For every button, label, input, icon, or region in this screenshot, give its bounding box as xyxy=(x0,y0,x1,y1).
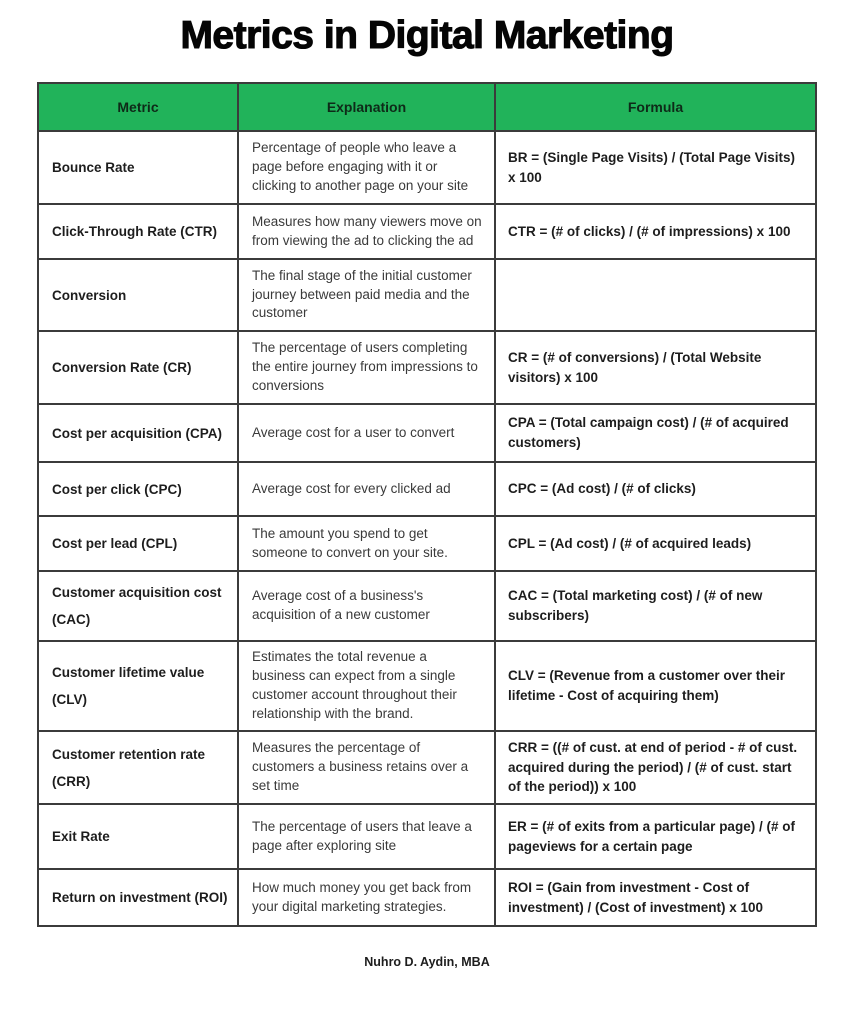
table-row xyxy=(38,804,816,869)
formula-cell: CAC = (Total marketing cost) / (# of new subscribers) xyxy=(495,571,816,641)
table-row xyxy=(38,259,816,331)
table-row xyxy=(38,731,816,804)
metric-cell: Conversion xyxy=(38,259,238,331)
explanation-cell: Measures how many viewers move on from viewing the ad to clicking the ad xyxy=(238,204,495,259)
formula-cell: CTR = (# of clicks) / (# of impressions) x 100 xyxy=(495,204,816,259)
formula-cell: CR = (# of conversions) / (Total Website visitors) x 100 xyxy=(495,331,816,404)
formula-cell: ROI = (Gain from investment - Cost of investment) / (Cost of investment) x 100 xyxy=(495,869,816,926)
table-row xyxy=(38,641,816,731)
formula-cell: CPC = (Ad cost) / (# of clicks) xyxy=(495,462,816,516)
explanation-cell: Percentage of people who leave a page before engaging with it or clicking to another page on your site xyxy=(238,131,495,204)
metric-cell: Customer retention rate (CRR) xyxy=(38,731,238,804)
explanation-cell: Measures the percentage of customers a business retains over a set time xyxy=(238,731,495,804)
formula-cell: CLV = (Revenue from a customer over their lifetime - Cost of acquiring them) xyxy=(495,641,816,731)
metrics-table xyxy=(37,82,817,927)
table-row xyxy=(38,516,816,571)
explanation-cell: Average cost for a user to convert xyxy=(238,404,495,462)
header-row xyxy=(38,83,816,131)
table-row xyxy=(38,571,816,641)
explanation-cell: The percentage of users that leave a page after exploring site xyxy=(238,804,495,869)
metric-cell: Click-Through Rate (CTR) xyxy=(38,204,238,259)
metric-cell: Exit Rate xyxy=(38,804,238,869)
metric-cell: Cost per lead (CPL) xyxy=(38,516,238,571)
metric-cell: Conversion Rate (CR) xyxy=(38,331,238,404)
metric-cell: Return on investment (ROI) xyxy=(38,869,238,926)
explanation-cell: Average cost of a business's acquisition of a new customer xyxy=(238,571,495,641)
explanation-cell: Estimates the total revenue a business can expect from a single customer account throughout their relationship with the brand. xyxy=(238,641,495,731)
author-credit: Nuhro D. Aydin, MBA xyxy=(364,955,490,969)
table-row xyxy=(38,204,816,259)
metric-cell: Customer lifetime value (CLV) xyxy=(38,641,238,731)
explanation-cell: The final stage of the initial customer journey between paid media and the customer xyxy=(238,259,495,331)
table-row xyxy=(38,869,816,926)
explanation-cell: The percentage of users completing the entire journey from impressions to conversions xyxy=(238,331,495,404)
column-header-metric: Metric xyxy=(38,83,238,131)
table-row xyxy=(38,404,816,462)
explanation-cell: How much money you get back from your digital marketing strategies. xyxy=(238,869,495,926)
formula-cell: BR = (Single Page Visits) / (Total Page Visits) x 100 xyxy=(495,131,816,204)
formula-cell: CRR = ((# of cust. at end of period - # of cust. acquired during the period) / (# of cust. start of the period)) x 100 xyxy=(495,731,816,804)
explanation-cell: Average cost for every clicked ad xyxy=(238,462,495,516)
formula-cell: ER = (# of exits from a particular page) / (# of pageviews for a certain page xyxy=(495,804,816,869)
metric-cell: Cost per acquisition (CPA) xyxy=(38,404,238,462)
table-row xyxy=(38,331,816,404)
page-title: Metrics in Digital Marketing xyxy=(180,14,674,57)
formula-cell: CPA = (Total campaign cost) / (# of acquired customers) xyxy=(495,404,816,462)
column-header-explanation: Explanation xyxy=(238,83,495,131)
metric-cell: Bounce Rate xyxy=(38,131,238,204)
formula-cell xyxy=(495,259,816,331)
table-row xyxy=(38,462,816,516)
formula-cell: CPL = (Ad cost) / (# of acquired leads) xyxy=(495,516,816,571)
table-row xyxy=(38,131,816,204)
metric-cell: Cost per click (CPC) xyxy=(38,462,238,516)
metric-cell: Customer acquisition cost (CAC) xyxy=(38,571,238,641)
column-header-formula: Formula xyxy=(495,83,816,131)
explanation-cell: The amount you spend to get someone to convert on your site. xyxy=(238,516,495,571)
